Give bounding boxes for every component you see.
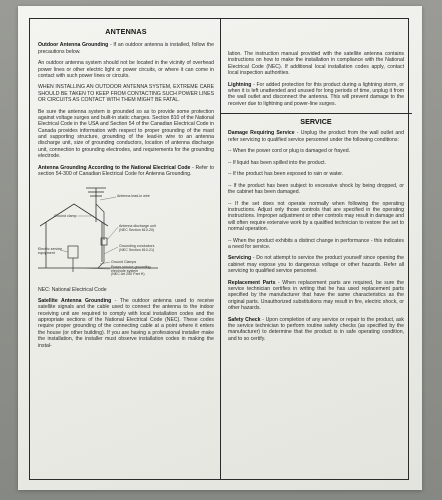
condition-abnormal-operation: -- If the set does not operate normally when following the operating instructions. Adjust only those controls that are specified in the operating instructions. Improper adjustment or other controls may result in damage and will often require extensive work by a qualified technician to restore the set to normal operation. — [228, 200, 404, 232]
safety-check-title: Safety Check — [228, 316, 261, 323]
grounding-paragraph: Be sure the antenna system is grounded so as to provide some protection against voltage surges and built-in static charges. Section 810 of the National Electrical Code in the USA and Section 54 of the Canadian Electrical Code in Canada provides information with respect to proper grounding of the mast and supporting structure, grounding of the lead-in wire to an antenna discharge unit, size of grounding conductors, location of antenna discharge unit, connection to grounding electrodes, and requirements for the grounding electrode. — [38, 108, 214, 160]
damage-service-title: Damage Requiring Service — [228, 130, 295, 137]
outdoor-grounding-title: Outdoor Antenna Grounding — [38, 42, 109, 49]
instruction-sheet — [18, 6, 422, 490]
condition-liquid: -- If liquid has been spilled into the product. — [228, 159, 327, 166]
electric-service-label-2: equipment — [38, 251, 55, 256]
condition-shock: -- If the product has been subject to excessive shock by being dropped, or the cabinet has been damaged. — [228, 182, 404, 196]
nec-grounding-paragraph — [38, 165, 214, 178]
antenna-lead-label: Antenna lead-in wire — [117, 194, 150, 199]
power-lines-paragraph: An outdoor antenna system should not be located in the vicinity of overhead power lines or other electric light or power circuits, or where it can come in contact with such power lines or circuits. — [38, 60, 214, 79]
warning-paragraph: WHEN INSTALLING AN OUTDOOR ANTENNA SYSTEM, EXTREME CARE SHOULD BE TAKEN TO KEEP FROM CONTACTING SUCH POWER LINES OR CIRCUITS AS CONTACT WITH THEM MIGHT BE FATAL. — [38, 84, 214, 104]
right-column — [228, 51, 404, 347]
safety-check-text: - Upon completion of any service or repair to the product, ask the service technician to perform routine safety checks (as specified by the manufacturer) to determine that the product is in safe operating condition, and to so certify. — [228, 316, 404, 342]
servicing-text: - Do not attempt to service the product yourself since opening the cabinet may expose you to dangerous voltage or other hazards. Refer all servicing to qualified service personnel. — [228, 255, 404, 275]
power-service-label: Power service grounding — [111, 265, 151, 270]
power-service-label-3: (NEC Art 250 Part H) — [111, 272, 145, 277]
service-heading: SERVICE — [220, 113, 412, 125]
lightning-text: - For added protection for this product during a lightning storm, or when it is left unattended and unused for long periods of time, unplug it from the wall outlet and disconnect the antenna. This will prevent damage to the receiver due to lightning and power-line surges. — [228, 81, 404, 107]
satellite-grounding-paragraph — [38, 298, 214, 349]
left-column — [38, 19, 214, 354]
outdoor-grounding-paragraph — [38, 42, 214, 55]
ground-clamps-label: Ground Clamps — [111, 260, 137, 265]
replacement-parts-paragraph — [228, 280, 404, 312]
condition-rain: -- If the product has been exposed to rain or water. — [228, 171, 344, 178]
nec-grounding-text: - Refer to section 54-300 of Canadian Electrical Code for Antenna Grounding. — [38, 164, 214, 177]
servicing-title: Servicing — [228, 255, 252, 262]
lightning-paragraph — [228, 82, 404, 107]
grounding-ref-label: (NEC Section 810-21) — [119, 248, 155, 253]
lightning-title: Lightning — [228, 81, 252, 88]
electric-service-label: Electric service — [38, 247, 63, 252]
ground-clamp-label: Ground clamp — [54, 214, 77, 219]
page-border — [29, 18, 409, 480]
antennas-heading: ANTENNAS — [105, 27, 147, 36]
nec-grounding-title: Antenna Grounding According to the National Electrical Code — [38, 164, 191, 171]
grounding-conductors-label: Grounding conductors — [119, 244, 155, 249]
discharge-ref-label: (NEC Section 810-20) — [119, 228, 155, 233]
power-service-label-2: electrode system — [111, 269, 139, 274]
replacement-parts-text: - When replacement parts are required, be sure the service technician certifies in writing that he has used replacement parts specified by the manufacturer that have the same characteristics as the original parts. Unauthorized substitutions may result in fire, electric shock, or other hazards. — [228, 279, 404, 311]
damage-service-text: - Unplug the product from the wall outlet and refer servicing to qualified service personnel under the following conditions: — [228, 130, 405, 143]
outdoor-grounding-text: - If an outdoor antenna is installed, follow the precautions below. — [38, 42, 214, 55]
discharge-unit-label: Antenna discharge unit — [119, 224, 156, 229]
satellite-grounding-text: - The outdoor antenna used to receive satellite signals and the cable used to connect the antenna to the indoor receiving unit are required to comply with local installation codes and the appropriate sections of the National Electrical Code (NEC). These codes require proper grounding of the connecting cable at a point where it enters the house (or other building). If you are having a professional installer make the installation, the installer must observe installation codes in making the instal- — [38, 298, 214, 349]
condition-performance-change: -- When the product exhibits a distinct change in performance - this indicates a need for service. — [228, 237, 404, 250]
nec-note: NEC: National Electrical Code — [38, 286, 107, 293]
column-divider — [220, 19, 221, 479]
damage-service-paragraph — [228, 130, 404, 143]
grounding-diagram — [38, 182, 214, 274]
condition-power-cord: -- When the power cord or plug is damaged or frayed. — [228, 148, 351, 155]
installation-continued-paragraph: lation. The instruction manual provided with the satellite antenna contains instructions on how to make the installation in compliance with the National Electrical Code (NEC). If additional local installation codes apply, contact local inspection authorities. — [228, 51, 404, 77]
servicing-paragraph — [228, 255, 404, 274]
replacement-parts-title: Replacement Parts — [228, 279, 276, 286]
satellite-grounding-title: Satellite Antenna Grounding — [38, 298, 112, 305]
safety-check-paragraph — [228, 317, 404, 342]
